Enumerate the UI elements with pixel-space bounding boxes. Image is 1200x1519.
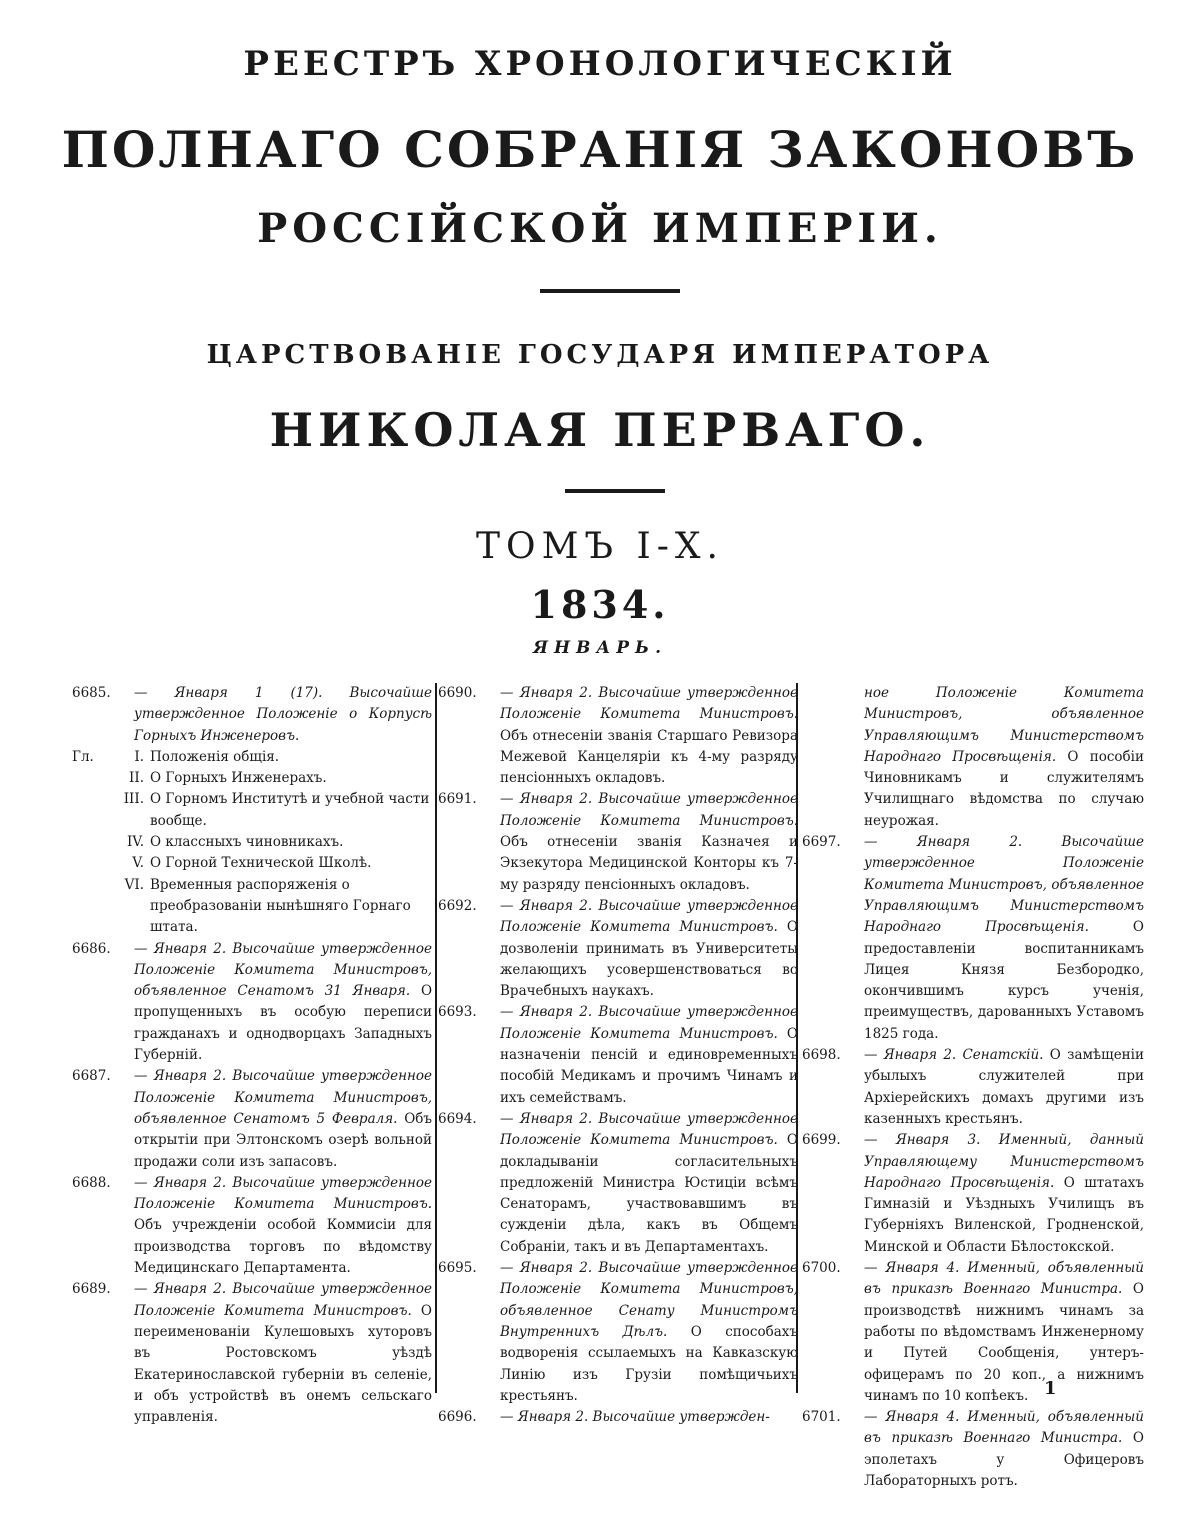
chapter-item — [72, 789, 432, 832]
entry-number: 6698. — [802, 1047, 841, 1064]
chapter-title: О классныхъ чиновникахъ. — [150, 834, 344, 851]
chapter-title: Временныя распоряженія о преобразованіи нынѣшняго Горнаго штата. — [150, 876, 411, 936]
entry-date: — Января 2. Высочайше утвержденное Положеніе Комитета Министровъ. — [134, 1174, 432, 1213]
entry-number: 6699. — [802, 1132, 841, 1149]
entry-date: — Января 2. Высочайше утвержденное Положеніе Комитета Министровъ, объявленное Сенатомъ 31 Января. — [134, 940, 432, 1000]
title-line-2: ПОЛНАГО СОБРАНІЯ ЗАКОНОВЪ — [61, 120, 1139, 179]
entry-date: — Января 1 (17). Высочайше утвержденное Положеніе о Корпусѣ Горныхъ Инженеровъ. — [134, 685, 432, 744]
chapter-roman: II. — [129, 770, 144, 787]
entry-date: — Января 2. Высочайше утвержденное Положеніе Комитета Министровъ. — [500, 685, 798, 723]
entry-date: ное Положеніе Комитета Министровъ, объявленное Управляющимъ Министерствомъ Народнаго Просвѣщенія. — [864, 685, 1144, 765]
entry-date: — Января 2. Высочайше утвержденное Положеніе Комитета Министровъ, объявленное Сенатомъ 5 Февраля. — [134, 1068, 432, 1127]
entry-text: О дозволеніи принимать въ Университеты желающихъ усовершенствоваться во Врачебныхъ наукахъ. — [500, 919, 798, 1000]
entry-number: 6691. — [438, 791, 477, 808]
entry-date: — Января 2. Высочайше утвержден- — [500, 1409, 770, 1426]
chapter-title: О Горной Технической Школѣ. — [150, 855, 372, 872]
entry-number: 6690. — [438, 685, 477, 701]
entry-date: — Января 2. Высочайше утвержденное Положеніе Комитета Министровъ. — [500, 1004, 798, 1042]
chapter-roman: I. — [134, 748, 144, 765]
month-heading: ЯНВАРЬ. — [533, 638, 667, 658]
entry-number: 6686. — [72, 940, 111, 957]
entry-6701 — [802, 1407, 1144, 1492]
entry-number: 6692. — [438, 897, 477, 914]
entry-date: — Января 3. Именный, данный Управляющему Министерствомъ Народнаго Просвѣщенія. — [864, 1132, 1144, 1191]
entry-number: 6689. — [72, 1281, 111, 1298]
entry-6695 — [438, 1258, 798, 1407]
entry-date: — Января 2. Высочайше утвержденное Положеніе Комитета Министровъ. — [134, 1281, 432, 1319]
entry-6692 — [438, 896, 798, 1002]
entry-text: О способахъ водворенія ссылаемыхъ на Кавказскую Линію изъ Грузіи помѣщичьихъ крестьянъ. — [500, 1323, 798, 1404]
title-line-3: РОССІЙСКОЙ ИМПЕРІИ. — [257, 205, 943, 252]
entry-6686 — [72, 939, 432, 1067]
chapter-title: О Горномъ Институтѣ и учебной части вообще. — [150, 791, 430, 829]
entry-date: — Января 2. Высочайше утвержденное Положеніе Комитета Министровъ, объявленное Сенату Министромъ Внутреннихъ Дѣлъ. — [500, 1260, 798, 1340]
entry-date: — Января 2. Высочайше утвержденное Положеніе Комитета Министровъ. — [500, 791, 798, 829]
entry-6687 — [72, 1066, 432, 1172]
chapter-roman: III. — [123, 791, 144, 808]
entry-date: — Января 2. Высочайше утвержденное Положеніе Комитета Министровъ. — [500, 1110, 798, 1149]
entry-number: 6688. — [72, 1174, 111, 1191]
entry-text: Объ учрежденіи особой Коммисіи для производства торговъ по вѣдомству Медицинскаго Департамента. — [134, 1217, 432, 1277]
entry-6690 — [438, 683, 798, 789]
entry-6689 — [72, 1279, 432, 1428]
entry-number: 6685. — [72, 685, 111, 701]
entry-text: Объ открытіи при Элтонскомъ озерѣ вольной продажи соли изъ запасовъ. — [134, 1110, 433, 1170]
entry-text: О докладываніи согласительныхъ предложеній Министра Юстиціи всѣмъ Сенаторамъ, участвовавшимъ въ сужденіи дѣла, какъ въ Общемъ Собраніи, такъ и въ Департаментахъ. — [500, 1132, 798, 1255]
page-number: 1 — [1044, 1378, 1057, 1399]
chapter-roman: VI. — [124, 876, 144, 893]
entry-text: О переименованіи Кулешовыхъ хуторовъ въ Ростовскомъ уѣздѣ Екатеринославской губерніи въ селеніе, и объ устройствѣ въ онемъ сельскаго управленія. — [134, 1302, 432, 1426]
entry-date: — Января 2. Высочайше утвержденное Положеніе Комитета Министровъ, объявленное Управляющимъ Министерствомъ Народнаго Просвѣщенія. — [864, 834, 1144, 936]
entry-date: — Января 4. Именный, объявленный въ приказѣ Военнаго Министра. — [864, 1409, 1144, 1447]
chapter-roman: V. — [132, 855, 144, 872]
chapter-roman: IV. — [126, 834, 144, 851]
entry-date: — Января 2. Высочайше утвержденное Положеніе Комитета Министровъ. — [500, 897, 798, 936]
entry-6693 — [438, 1002, 798, 1108]
entry-6694 — [438, 1109, 798, 1258]
entry-6688 — [72, 1173, 432, 1279]
entry-text: О штатахъ Гимназій и Уѣздныхъ Училищъ въ Губерніяхъ Виленской, Гродненской, Минской и Области Бѣлостокской. — [864, 1174, 1144, 1255]
entry-number: 6695. — [438, 1260, 477, 1277]
entry-6698 — [802, 1045, 1144, 1130]
chapter-item — [72, 747, 432, 768]
entry-number: 6687. — [72, 1068, 111, 1085]
entry-text: О назначеніи пенсій и единовременныхъ пособій Медикамъ и прочимъ Чинамъ и ихъ семействамъ. — [500, 1025, 798, 1106]
entry-number: 6697. — [802, 834, 841, 851]
chapter-item — [72, 853, 432, 874]
chapter-item — [72, 832, 432, 853]
column-2 — [438, 683, 798, 1428]
entry-number: 6693. — [438, 1004, 477, 1021]
entry-6685 — [72, 683, 432, 747]
entry-6699 — [802, 1130, 1144, 1258]
chapter-item — [72, 875, 432, 939]
entry-text: О производствѣ нижнимъ чинамъ за работы по вѣдомствамъ Инженерному и Путей Сообщенія, унтеръ-офицерамъ по 20 коп., а нижнимъ чинамъ по 10 копѣекъ. — [864, 1281, 1144, 1404]
entry-number: 6694. — [438, 1110, 477, 1127]
entry-date: — Января 2. Сенатскій. — [864, 1047, 1044, 1064]
divider-rule — [565, 489, 665, 493]
entry-number: 6701. — [802, 1409, 841, 1426]
reign-heading: ЦАРСТВОВАНІЕ ГОСУДАРЯ ИМПЕРАТОРА — [206, 340, 994, 370]
entry-text: О замѣщеніи убылыхъ служителей при Архіерейскихъ домахъ другими изъ казенныхъ крестьянъ. — [864, 1047, 1144, 1127]
entry-6700 — [802, 1258, 1144, 1407]
volume-heading: ТОМЪ І-Х. — [476, 526, 724, 567]
entry-number: 6700. — [802, 1260, 841, 1277]
column-3 — [802, 683, 1144, 1492]
entry-6697 — [802, 832, 1144, 1045]
entry-text: О эполетахъ у Офицеровъ Лабораторныхъ ротъ. — [864, 1430, 1144, 1489]
entry-number: 6696. — [438, 1409, 477, 1426]
entry-text: О пропущенныхъ въ особую переписи гражданахъ и однодворцахъ Западныхъ Губерній. — [134, 983, 433, 1064]
entry-text: О предоставленіи воспитанникамъ Лицея Князя Безбородко, окончившимъ курсъ ученія, преимуществъ, дарованныхъ Уставомъ 1825 года. — [864, 919, 1144, 1042]
title-line-1: РЕЕСТРЪ ХРОНОЛОГИЧЕСКІЙ — [243, 44, 957, 84]
entry-text: Объ отнесеніи званія Казначея и Экзекутора Медицинской Конторы къ 7-му разряду пенсіонныхъ окладовъ. — [500, 834, 798, 893]
emperor-heading: НИКОЛАЯ ПЕРВАГО. — [269, 403, 931, 457]
chapter-title: О Горныхъ Инженерахъ. — [150, 770, 327, 787]
year-heading: 1834. — [530, 582, 670, 627]
entry-6696-continued — [802, 683, 1144, 832]
column-1 — [72, 683, 432, 1428]
entry-6696 — [438, 1407, 798, 1428]
column-divider — [435, 683, 437, 1393]
chapter-label: Гл. — [72, 748, 94, 765]
entry-6691 — [438, 789, 798, 895]
chapter-title: Положенія общія. — [150, 748, 280, 765]
divider-rule — [540, 289, 680, 293]
entry-text: О пособіи Чиновникамъ и служителямъ Училищнаго вѣдомства по случаю неурожая. — [864, 748, 1144, 829]
entry-date: — Января 4. Именный, объявленный въ приказѣ Военнаго Министра. — [864, 1260, 1144, 1298]
chapter-item — [72, 768, 432, 789]
entry-text: Объ отнесеніи званія Старшаго Ревизора Межевой Канцеляріи къ 4-му разряду пенсіонныхъ окладовъ. — [500, 727, 798, 787]
